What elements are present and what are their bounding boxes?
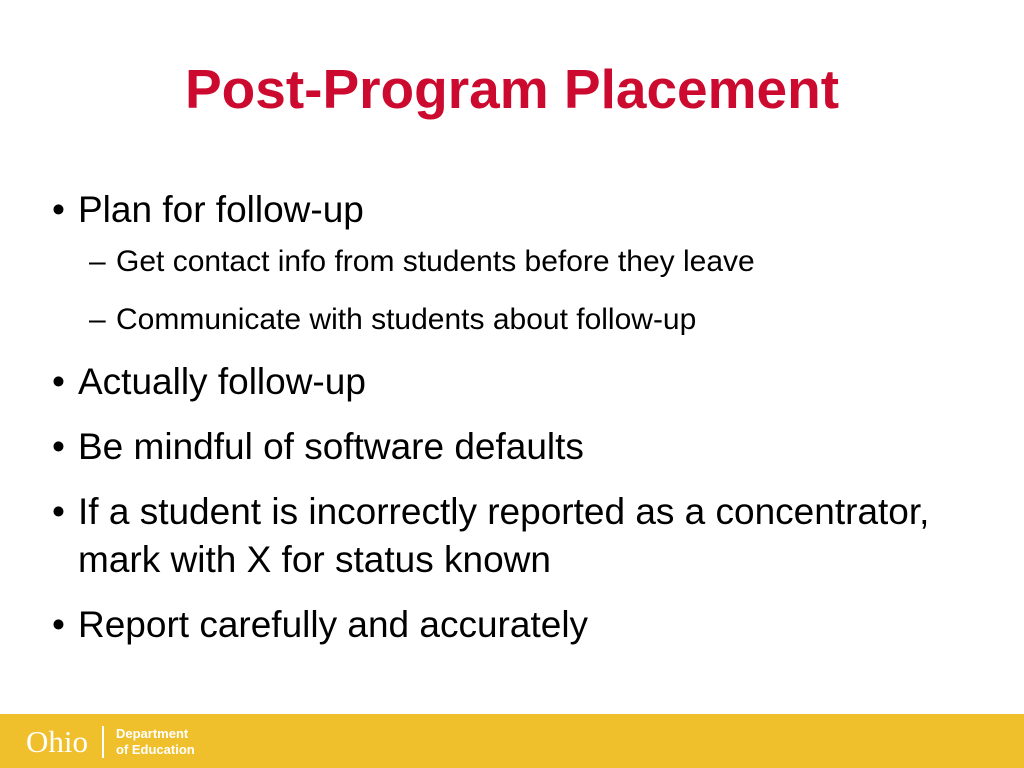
slide-title: Post-Program Placement xyxy=(184,58,840,120)
logo-dept-line-1: Department xyxy=(116,726,189,741)
sub-bullet-text: Communicate with students about follow-up xyxy=(116,303,697,336)
bullet-marker: • xyxy=(52,361,65,402)
sub-bullet-item xyxy=(52,242,992,282)
bullet-marker: • xyxy=(52,189,65,230)
bullet-text: Be mindful of software defaults xyxy=(78,426,584,467)
sub-bullet-marker: – xyxy=(89,303,106,336)
bullet-marker: • xyxy=(52,426,65,467)
bullet-item xyxy=(52,601,992,649)
bullet-text: Report carefully and accurately xyxy=(78,604,589,645)
bullet-marker: • xyxy=(52,604,65,645)
bullet-item xyxy=(52,358,992,406)
logo-dept-line-2: of Education xyxy=(116,742,195,757)
footer-bar xyxy=(0,714,1024,768)
bullet-item xyxy=(52,423,992,471)
bullet-marker: • xyxy=(52,491,65,532)
sub-bullet-item xyxy=(52,300,992,340)
logo-wordmark: Ohio xyxy=(26,724,88,759)
bullet-text: Plan for follow-up xyxy=(78,189,364,230)
logo-divider xyxy=(102,726,104,758)
logo-department-text xyxy=(116,726,195,758)
bullet-list xyxy=(52,186,992,666)
bullet-text: Actually follow-up xyxy=(78,361,366,402)
bullet-item xyxy=(52,488,992,584)
sub-bullet-text: Get contact info from students before they leave xyxy=(116,245,755,278)
ohio-department-of-education-logo xyxy=(26,724,195,760)
sub-bullet-marker: – xyxy=(89,245,106,278)
bullet-item xyxy=(52,186,992,234)
bullet-text: If a student is incorrectly reported as a concentrator, mark with X for status known xyxy=(78,491,930,580)
